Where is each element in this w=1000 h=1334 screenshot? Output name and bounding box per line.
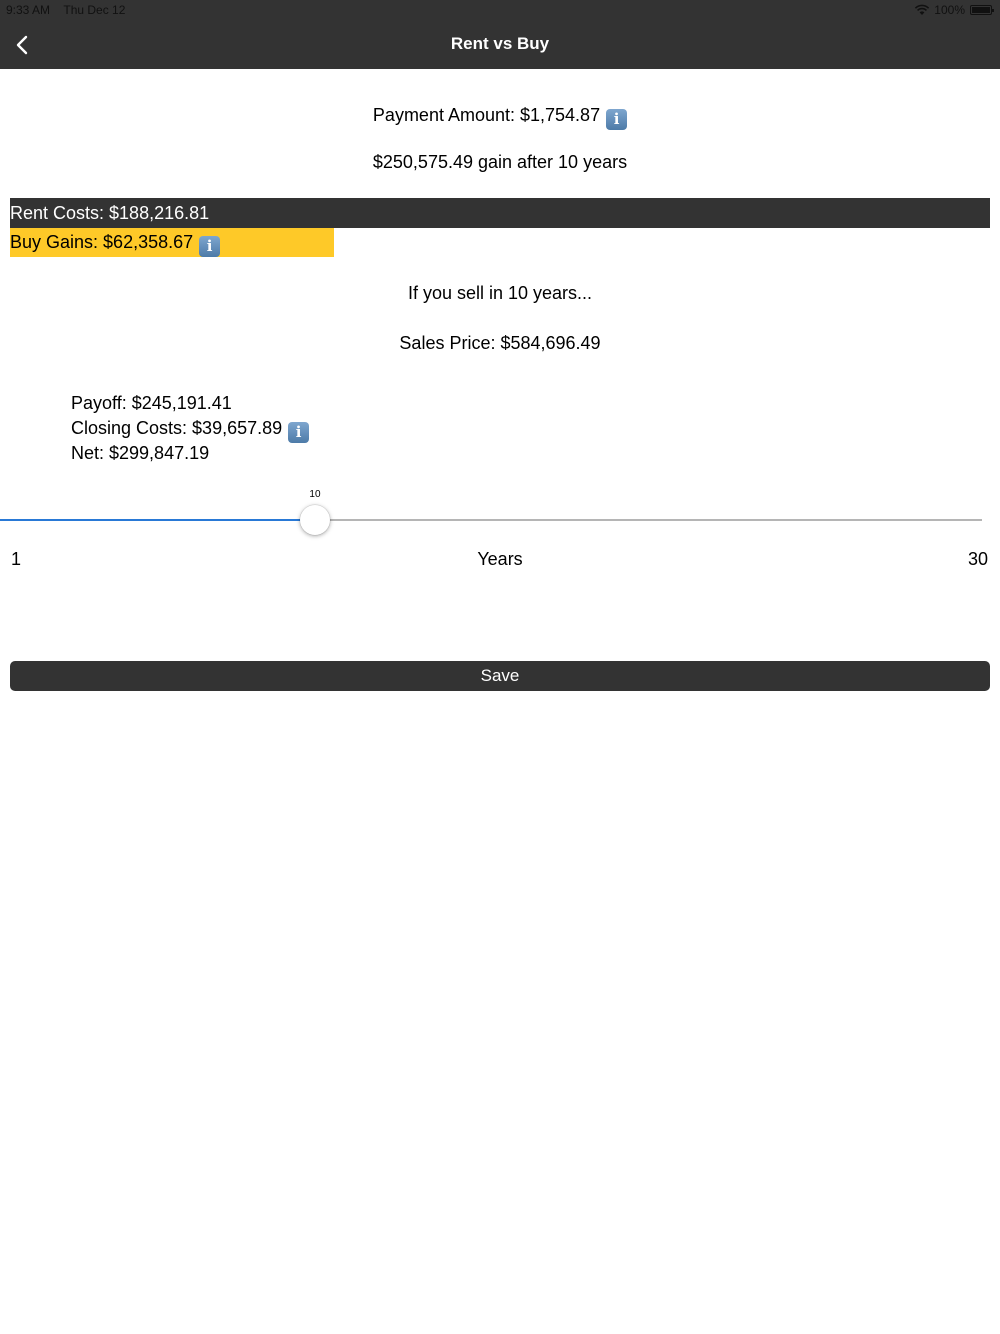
slider-label: Years: [477, 549, 523, 569]
battery-icon: [970, 5, 992, 15]
buy-gains-label: Buy Gains: $62,358.67: [10, 232, 194, 252]
closing-costs: Closing Costs: $39,657.89: [71, 418, 283, 438]
sell-heading: If you sell in 10 years...: [407, 283, 593, 303]
status-date: Thu Dec 12: [63, 3, 126, 17]
net-proceeds: Net: $299,847.19: [71, 443, 210, 463]
navigation-bar: [0, 0, 1000, 69]
slider-value-label: 10: [309, 489, 321, 500]
payoff: Payoff: $245,191.41: [71, 393, 232, 413]
slider-max-label: 30: [967, 549, 988, 569]
closing-costs-row: [71, 418, 309, 443]
payment-amount: Payment Amount: $1,754.87: [372, 105, 601, 125]
buy-gains-info-icon[interactable]: i: [199, 236, 220, 257]
slider-fill: [0, 519, 315, 521]
page-title: Rent vs Buy: [450, 34, 550, 53]
closing-costs-info-icon[interactable]: i: [288, 422, 309, 443]
battery-percent: 100%: [934, 3, 965, 17]
payment-amount-row: [0, 105, 1000, 130]
slider-min-label: 1: [11, 549, 22, 569]
status-bar-left: [6, 3, 125, 17]
status-bar-right: [914, 3, 992, 17]
slider-thumb[interactable]: [300, 505, 330, 535]
status-time: 9:33 AM: [6, 3, 51, 17]
rent-costs-bar: [10, 198, 990, 228]
sales-price: Sales Price: $584,696.49: [399, 333, 601, 353]
save-button[interactable]: Save: [10, 661, 990, 691]
payment-info-icon[interactable]: i: [606, 109, 627, 130]
gain-summary: $250,575.49 gain after 10 years: [372, 152, 628, 172]
wifi-icon: [914, 4, 930, 16]
rent-costs-label: Rent Costs: $188,216.81: [10, 203, 210, 223]
buy-gains-bar: [10, 228, 334, 257]
